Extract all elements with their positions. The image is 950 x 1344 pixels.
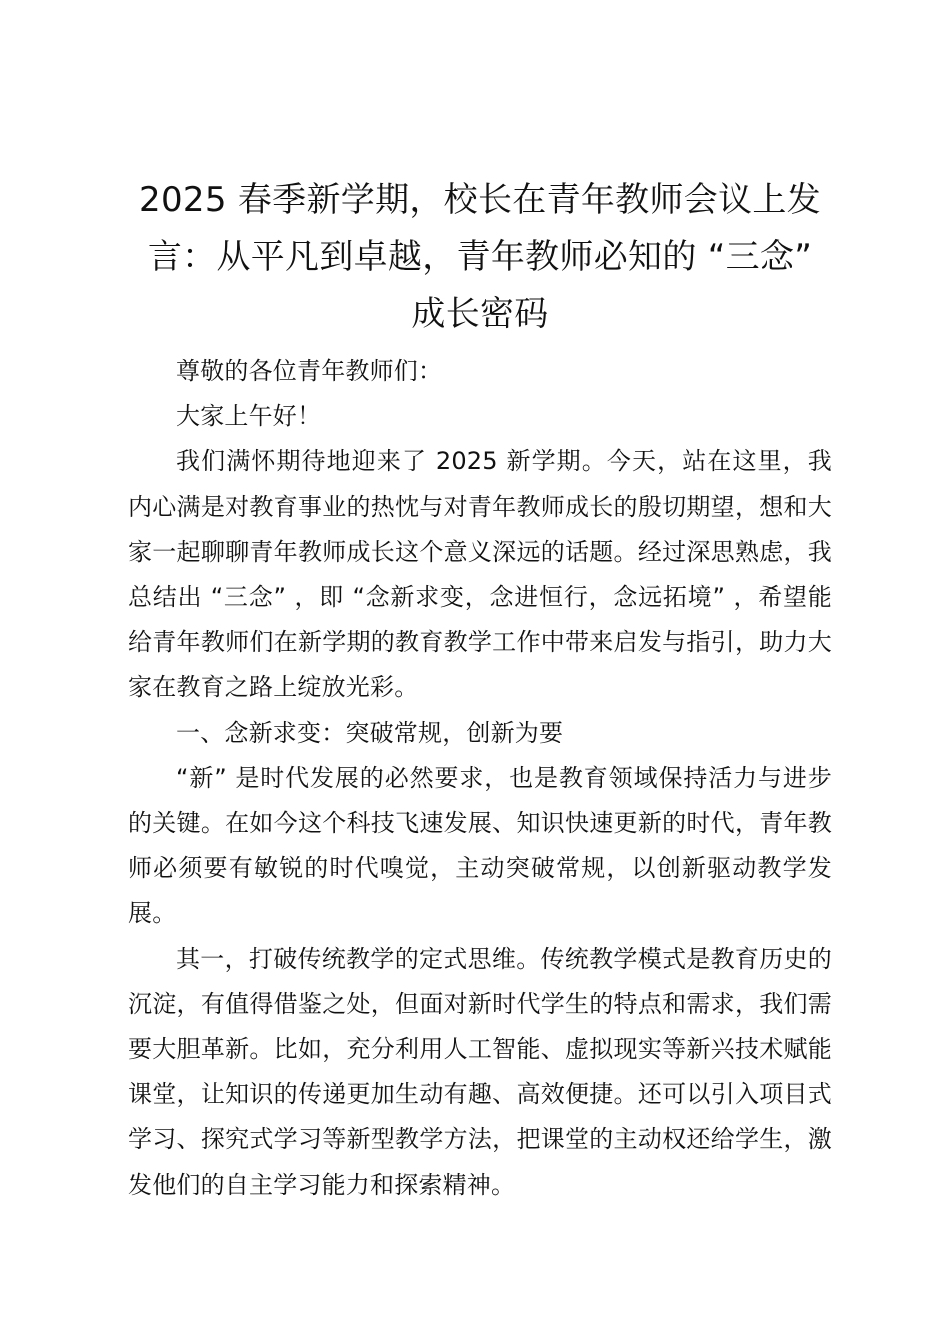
greeting: 大家上午好！ — [176, 402, 322, 431]
salutation: 尊敬的各位青年教师们： — [176, 357, 443, 385]
document-body — [128, 349, 832, 1208]
section-heading-1: 一、念新求变：突破常规，创新为要 — [176, 718, 564, 747]
body-paragraph: “新” 是时代发展的必然要求，也是教育领域保持活力与进步的关键。在如今这个科技飞速发展、知识快速更新的时代，青年教师必须要有敏锐的时代嗅觉，主动突破常规，以创新驱动教学发展。 — [128, 763, 832, 928]
intro-paragraph: 我们满怀期待地迎来了 2025 新学期。今天，站在这里，我内心满是对教育事业的热忱与对青年教师成长的殷切期望，想和大家一起聊聊青年教师成长这个意义深远的话题。经过深思熟虑，我总结出 “三念” ，即 “念新求变，念进恒行，念远拓境” ，希望能给青年教师们在新学期的教育教学工作中带来启发与指引，助力大家在教育之路上绽放光彩。 — [128, 447, 832, 702]
document-page — [128, 172, 832, 1208]
body-paragraph: 其一，打破传统教学的定式思维。传统教学模式是教育历史的沉淀，有值得借鉴之处，但面对新时代学生的特点和需求，我们需要大胆革新。比如，充分利用人工智能、虚拟现实等新兴技术赋能课堂，让知识的传递更加生动有趣、高效便捷。还可以引入项目式学习、探究式学习等新型教学方法，把课堂的主动权还给学生，激发他们的自主学习能力和探索精神。 — [128, 944, 832, 1199]
document-title: 2025 春季新学期，校长在青年教师会议上发言：从平凡到卓越，青年教师必知的 “三念” 成长密码 — [139, 180, 821, 334]
